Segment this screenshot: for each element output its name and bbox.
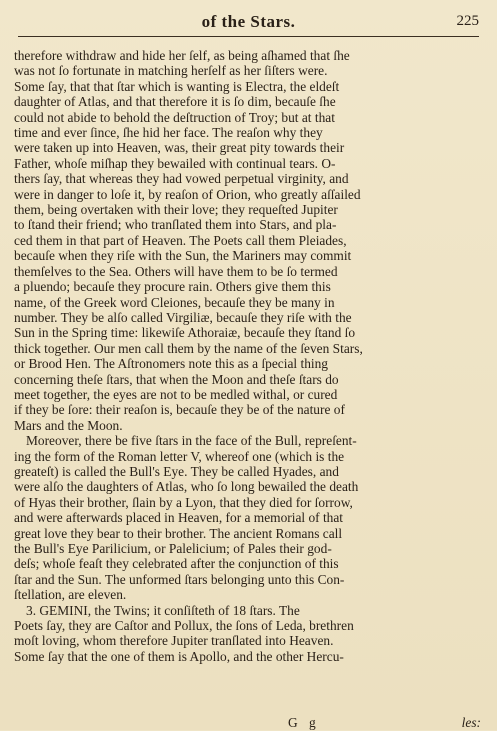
text-line: Poets ſay, they are Caſtor and Pollux, the ſons of Leda, brethren	[14, 618, 354, 634]
text-line: were in danger to loſe it, by reaſon of Orion, who greatly aſſailed	[14, 186, 361, 202]
text-line: thick together. Our men call them by the name of the ſeven Stars,	[14, 340, 363, 356]
text-line: Mars and the Moon.	[14, 417, 123, 433]
text-line: concerning theſe ſtars, that when the Moon and theſe ſtars do	[14, 371, 339, 387]
text-line: time and ever ſince, ſhe hid her face. The reaſon why they	[14, 125, 323, 141]
text-line: if they be ſore: their reaſon is, becauſe they be of the nature of	[14, 402, 345, 418]
text-line: ſtellation, are eleven.	[14, 587, 127, 603]
text-line: thers ſay, that whereas they had vowed perpetual virginity, and	[14, 171, 349, 187]
text-line: therefore withdraw and hide her ſelf, as being aſhamed that ſhe	[14, 48, 350, 63]
page-number: 225	[456, 13, 479, 29]
text-line: ced them in that part of Heaven. The Poets call them Pleiades,	[14, 232, 347, 248]
text-line: of Hyas their brother, ſlain by a Lyon, that they died for ſorrow,	[14, 494, 353, 510]
page-footer	[14, 715, 481, 730]
text-line: was not ſo fortunate in matching herſelf as her ſiſters were.	[14, 63, 328, 79]
text-line: great love they bear to their brother. The ancient Romans call	[14, 525, 343, 541]
text-line: Some ſay that the one of them is Apollo, and the other Hercu-	[14, 648, 344, 664]
body-text	[14, 48, 481, 664]
text-line: were alſo the daughters of Atlas, who ſo long bewailed the death	[14, 479, 359, 495]
text-line: name, of the Greek word Cleiones, becauſe they be many in	[14, 294, 335, 310]
text-line: them, being overtaken with their love; they requeſted Jupiter	[14, 202, 338, 218]
text-line: a pluendo; becauſe they procure rain. Others give them this	[14, 279, 331, 295]
text-line: ing the form of the Roman letter V, whereof one (which is the	[14, 448, 345, 464]
text-line: Sun in the Spring time: likewiſe Athoraiæ, becauſe they ſtand ſo	[14, 325, 356, 341]
text-line: could not abide to behold the deſtruction of Troy; but at that	[14, 109, 335, 125]
text-line: becauſe when they riſe with the Sun, the Mariners may commit	[14, 248, 352, 264]
text-line: greateſt) is called the Bull's Eye. They be called Hyades, and	[14, 463, 339, 479]
paragraph-start-line: 3. GEMINI, the Twins; it conſiſteth of 18 ſtars. The	[26, 602, 300, 618]
text-line: Father, whoſe miſhap they bewailed with continual tears. O-	[14, 155, 336, 171]
text-line: ſtar and the Sun. The unformed ſtars belonging unto this Con-	[14, 571, 345, 587]
signature-mark: G g	[288, 715, 320, 730]
text-line: themſelves to the Sea. Others will have them to be ſo termed	[14, 263, 338, 279]
text-line: were taken up into Heaven, was, their great pity towards their	[14, 140, 345, 156]
text-line: Some ſay, that that ſtar which is wanting is Electra, the eldeſt	[14, 78, 340, 94]
catchword: les:	[461, 715, 481, 730]
text-line: and were afterwards placed in Heaven, for a memorial of that	[14, 510, 344, 526]
text-line: deſs; whoſe feaſt they celebrated after the conjunction of this	[14, 556, 339, 572]
text-line: meet together, the eyes are not to be medled withal, or cured	[14, 386, 338, 402]
text-line: number. They be alſo called Virgiliæ, becauſe they riſe with the	[14, 309, 352, 325]
text-line: to ſtand their friend; who tranſlated them into Stars, and pla-	[14, 217, 337, 233]
paragraph-start-line: Moreover, there be five ſtars in the face of the Bull, repreſent-	[26, 433, 357, 449]
text-line: the Bull's Eye Parilicium, or Palelicium; of Pales their god-	[14, 541, 332, 556]
text-line: moſt loving, whom therefore Jupiter tranſlated into Heaven.	[14, 633, 334, 649]
running-head	[18, 10, 479, 37]
text-line: daughter of Atlas, and that therefore it is ſo dim, becauſe ſhe	[14, 94, 336, 110]
running-title: of the Stars.	[201, 12, 296, 31]
text-line: or Brood Hen. The Aſtronomers note this as a ſpecial thing	[14, 356, 328, 372]
